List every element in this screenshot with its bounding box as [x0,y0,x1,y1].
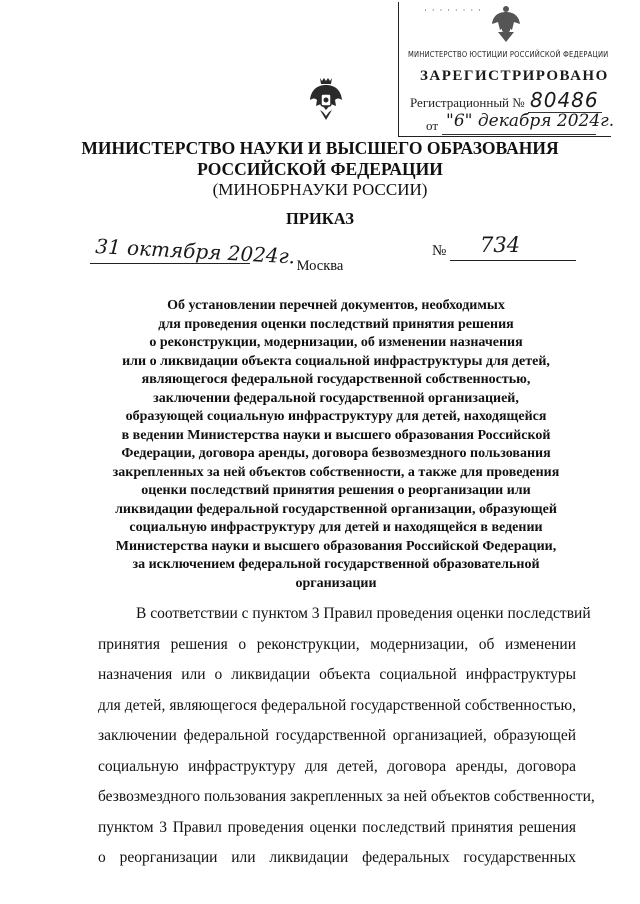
body-line: назначения или о ликвидации объекта социальной инфраструктуры [98,666,576,683]
subject-line: Об установлении перечней документов, необходимых [167,298,505,313]
order-number-sign: № [432,243,447,259]
body-line: принятия решения о реконструкции, модернизации, об изменении [98,635,576,653]
stamp-emblem-icon [488,4,524,44]
subject-line: Федерации, договора аренды, договора безвозмездного пользования [121,446,551,461]
body-paragraph [98,599,595,874]
body-line: социальную инфраструктуру для детей, договора аренды, договора [98,757,576,775]
ministry-name [0,138,640,180]
city: Москва [296,258,344,274]
subject-line: образующей социальную инфраструктуру для детей, находящейся [125,409,547,424]
coat-of-arms-icon [308,76,344,122]
body-line: о реорганизации или ликвидации федеральных государственных [98,849,576,866]
subject-line: или о ликвидации объекта социальной инфраструктуры для детей, [122,353,550,369]
stamp-number-label: Регистрационный № [410,95,525,110]
stamp-date-prefix: от [426,118,439,133]
stamp-date-value: "6" декабря 2024г. [446,111,615,131]
stamp-top-marks: · · · · · · · · [424,6,482,16]
stamp-ministry-name: МИНИСТЕРСТВО ЮСТИЦИИ РОССИЙСКОЙ ФЕДЕРАЦИИ [408,50,609,59]
subject-line: заключении федеральной государственной организацией, [153,390,519,406]
subject-line: являющегося федеральной государственной собственностью, [141,372,531,387]
ministry-name-line1: МИНИСТЕРСТВО НАУКИ И ВЫСШЕГО ОБРАЗОВАНИЯ [81,138,559,158]
stamp-date-underline [442,134,596,135]
subject-line: за исключением федеральной государственной образовательной [132,557,540,572]
order-number: 734 [480,233,521,257]
subject-line: оценки последствий принятия решения о реорганизации или [141,483,531,498]
subject-line: в ведении Министерства науки и высшего образования Российской [121,427,551,443]
subject-line: для проведения оценки последствий принятия решения [158,316,514,332]
body-line: пунктом 3 Правил проведения оценки последствий принятия решения [98,818,576,836]
subject-line: социальную инфраструктуру для детей и находящейся в ведении [129,520,543,535]
subject-line: организации [295,575,377,591]
ministry-abbreviation: (МИНОБРНАУКИ РОССИИ) [212,180,428,199]
document-type: ПРИКАЗ [286,209,354,228]
ministry-name-line2: РОССИЙСКОЙ ФЕДЕРАЦИИ [197,159,443,179]
body-line: заключении федеральной государственной организацией, образующей [98,727,576,744]
subject-line: о реконструкции, модернизации, об изменении назначения [149,335,523,350]
order-date: 31 октября 2024г. [94,234,296,269]
body-line: В соответствии с пунктом 3 Правил проведения оценки последствий [136,605,591,622]
stamp-registered-label: ЗАРЕГИСТРИРОВАНО [420,68,609,84]
stamp-number-value: 80486 [530,88,599,112]
body-line: безвозмездного пользования закрепленных за ней объектов собственности, [98,788,595,805]
subject-line: Министерства науки и высшего образования Российской Федерации, [115,538,557,554]
body-line: для детей, являющегося федеральной государственной собственностью, [98,696,576,714]
subject-line: ликвидации федеральной государственной организации, образующей [115,501,557,517]
subject-line: закрепленных за ней объектов собственности, а также для проведения [112,464,560,480]
order-subject [96,297,576,593]
